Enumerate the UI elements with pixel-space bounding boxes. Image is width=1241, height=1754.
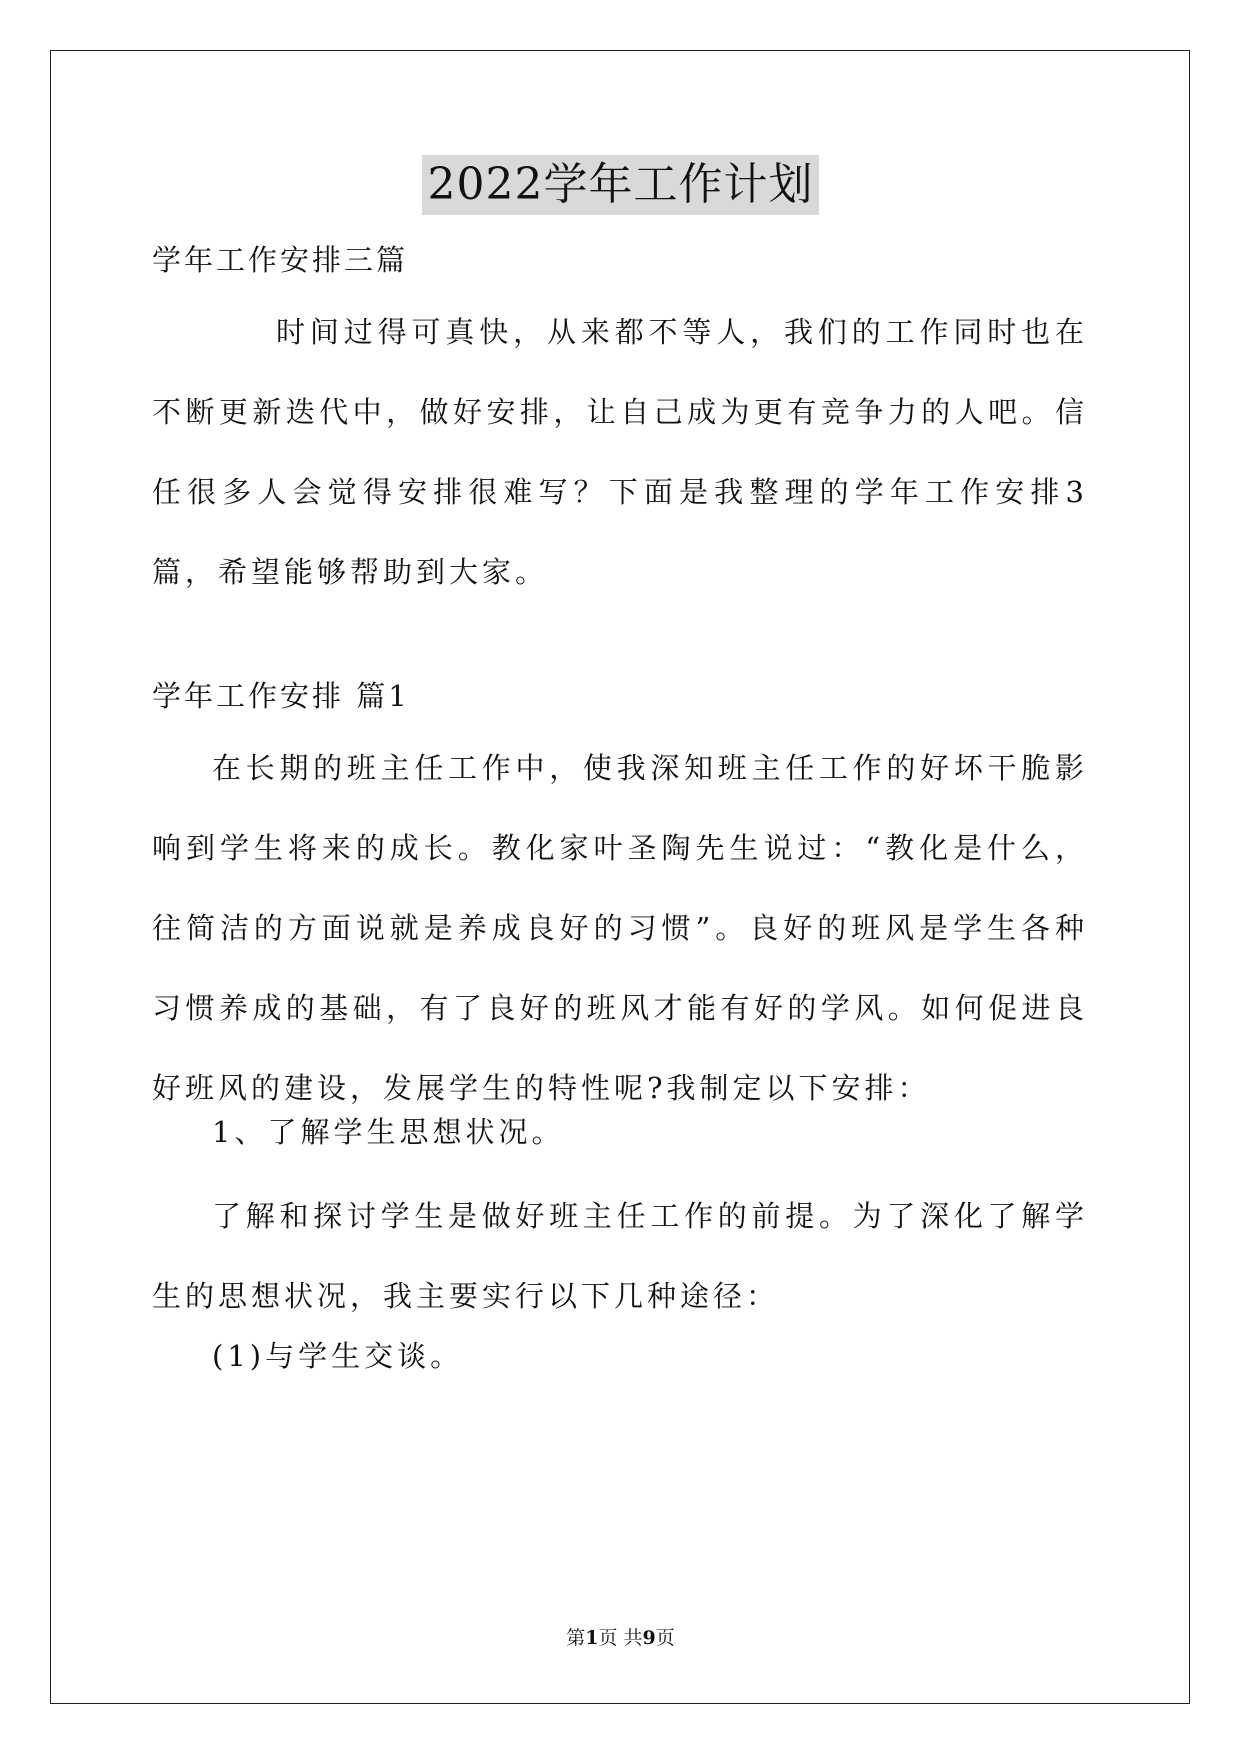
page-footer [0, 1626, 1241, 1650]
list-item-2[interactable]: (1)与学生交谈。 [212, 1339, 464, 1373]
footer-total-pages: 9 [642, 1627, 656, 1649]
title-container [0, 155, 1241, 215]
paragraph-2[interactable]: 了解和探讨学生是做好班主任工作的前提。为了深化了解学生的思想状况，我主要实行以下几种途径： [152, 1199, 1088, 1313]
footer-suffix: 页 [655, 1627, 675, 1649]
section-heading[interactable]: 学年工作安排 篇1 [152, 679, 410, 713]
footer-prefix: 第 [566, 1627, 586, 1649]
document-title[interactable]: 2022学年工作计划 [422, 155, 820, 215]
intro-paragraph[interactable]: 时间过得可真快，从来都不等人，我们的工作同时也在不断更新迭代中，做好安排，让自己成为更有竞争力的人吧。信任很多人会觉得安排很难写？下面是我整理的学年工作安排3篇，希望能够帮助到大家。 [152, 315, 1088, 589]
footer-page-number: 1 [585, 1627, 599, 1649]
paragraph-1[interactable]: 在长期的班主任工作中，使我深知班主任工作的好坏干脆影响到学生将来的成长。教化家叶圣陶先生说过：“教化是什么，往简洁的方面说就是养成良好的习惯”。良好的班风是学生各种习惯养成的基础，有了良好的班风才能有好的学风。如何促进良好班风的建设，发展学生的特性呢?我制定以下安排： [152, 751, 1088, 1105]
document-subtitle[interactable]: 学年工作安排三篇 [152, 243, 409, 277]
list-item-1[interactable]: 1、了解学生思想状况。 [212, 1115, 565, 1149]
footer-middle: 页 共 [598, 1627, 643, 1649]
